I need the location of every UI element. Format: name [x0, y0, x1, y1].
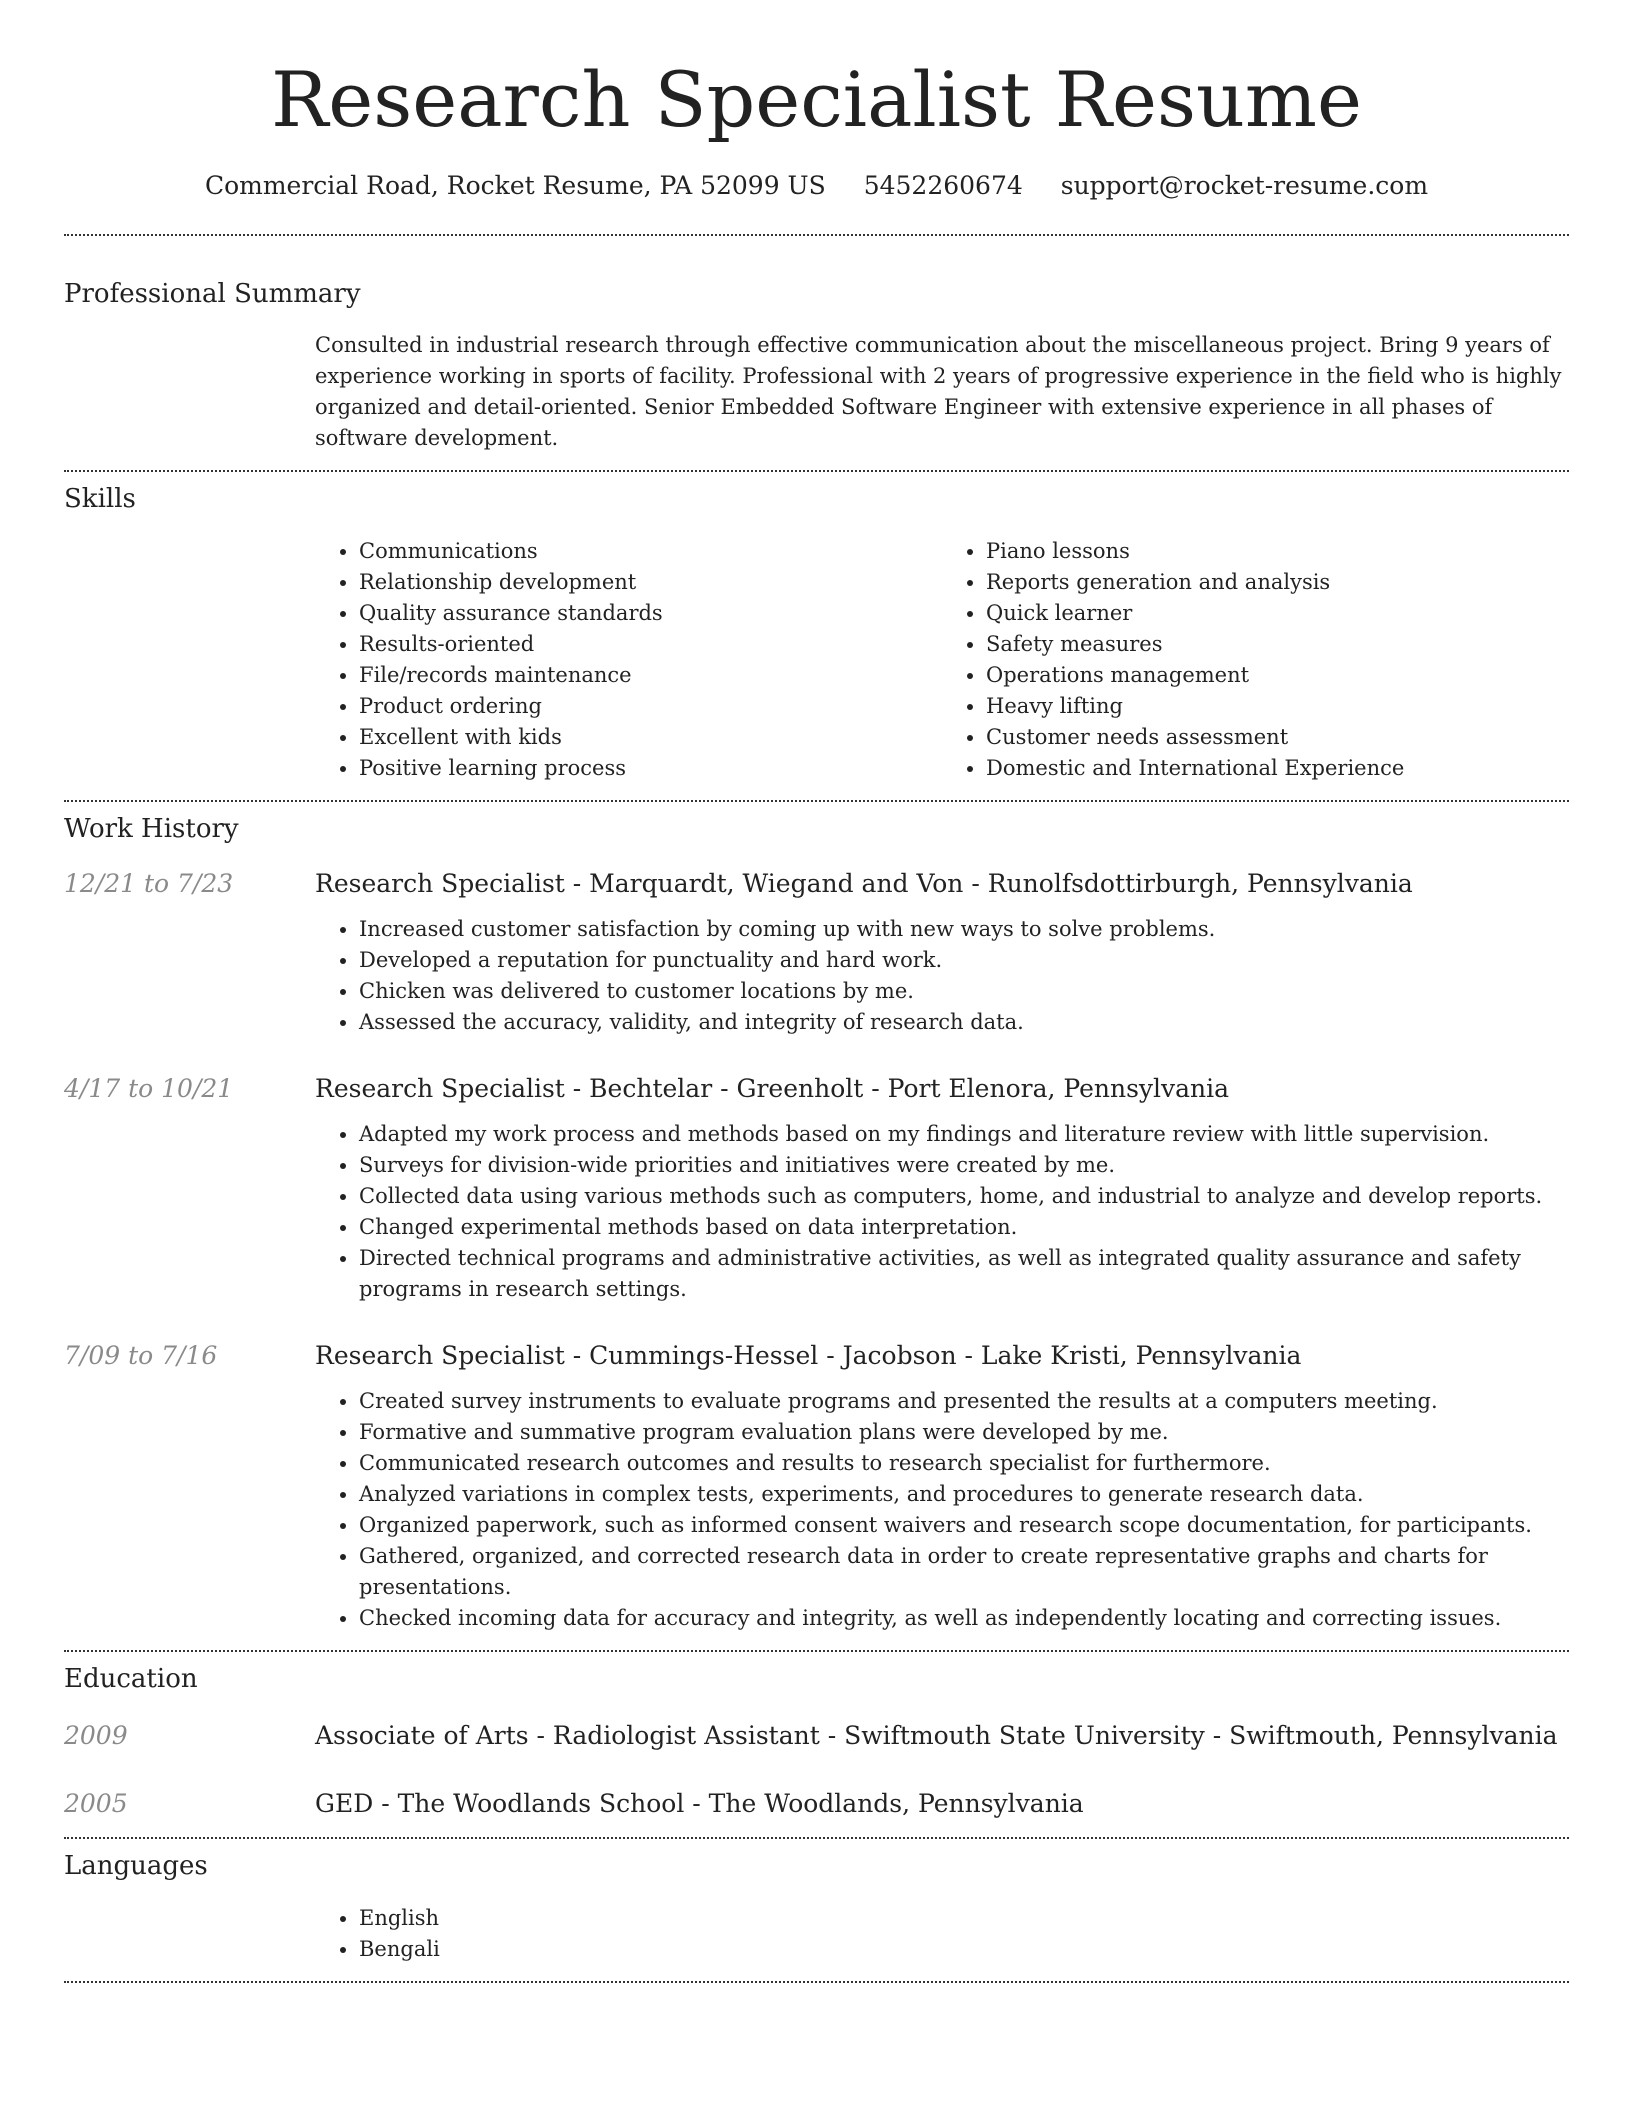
skill-item: • Excellent with kids [359, 722, 942, 753]
summary-text: Consulted in industrial research through effective communication about the miscellaneous project. Bring 9 years of experience working in sports of facility. Professional with 2 years of progressive experience in the field who is highly organized and detail-oriented. Senior Embedded Software Engineer with extensive experience in all phases of software development. [315, 333, 1562, 450]
skill-item: • Heavy lifting [986, 691, 1569, 722]
job-bullet: • Developed a reputation for punctuality and hard work. [359, 945, 1569, 976]
job-bullet: • Created survey instruments to evaluate programs and presented the results at a computers meeting. [359, 1386, 1569, 1417]
contact-phone: 5452260674 [863, 171, 1023, 200]
skill-item: • Quality assurance standards [359, 598, 942, 629]
job-entry [64, 866, 1569, 1038]
skills-section [64, 472, 1569, 784]
skill-item: • Piano lessons [986, 536, 1569, 567]
skill-item: • Results-oriented [359, 629, 942, 660]
skill-item: • Operations management [986, 660, 1569, 691]
language-item: • Bengali [359, 1934, 1569, 1965]
education-entry [64, 1718, 1569, 1754]
job-entry [64, 1338, 1569, 1634]
job-bullets [315, 1119, 1569, 1305]
education-heading: Education [64, 1664, 198, 1694]
skill-item: • Positive learning process [359, 753, 942, 784]
job-bullet: • Directed technical programs and administrative activities, as well as integrated quality assurance and safety programs in research settings. [359, 1243, 1569, 1305]
skill-item: • Domestic and International Experience [986, 753, 1569, 784]
job-title: Research Specialist - Bechtelar - Greenholt - Port Elenora, Pennsylvania [315, 1074, 1230, 1103]
education-degree: Associate of Arts - Radiologist Assistant - Swiftmouth State University - Swiftmouth, Pennsylvania [315, 1721, 1558, 1750]
skills-list-left [315, 536, 942, 784]
skill-item: • Safety measures [986, 629, 1569, 660]
contact-email: support@rocket-resume.com [1060, 171, 1429, 200]
education-section [64, 1652, 1569, 1822]
job-dates: 4/17 to 10/21 [64, 1074, 234, 1103]
job-bullet: • Formative and summative program evaluation plans were developed by me. [359, 1417, 1569, 1448]
job-bullet: • Adapted my work process and methods based on my findings and literature review with little supervision. [359, 1119, 1569, 1150]
job-entry [64, 1071, 1569, 1305]
job-title: Research Specialist - Cummings-Hessel - Jacobson - Lake Kristi, Pennsylvania [315, 1341, 1302, 1370]
skill-item: • File/records maintenance [359, 660, 942, 691]
education-year: 2005 [64, 1789, 128, 1818]
job-bullet: • Changed experimental methods based on data interpretation. [359, 1212, 1569, 1243]
skill-item: • Quick learner [986, 598, 1569, 629]
contact-line [64, 168, 1569, 204]
section-divider [64, 1981, 1569, 1983]
job-bullet: • Assessed the accuracy, validity, and integrity of research data. [359, 1007, 1569, 1038]
job-dates: 7/09 to 7/16 [64, 1341, 218, 1370]
job-bullet: • Communicated research outcomes and results to research specialist for furthermore. [359, 1448, 1569, 1479]
job-bullets [315, 914, 1569, 1038]
job-bullet: • Surveys for division-wide priorities and initiatives were created by me. [359, 1150, 1569, 1181]
contact-address: Commercial Road, Rocket Resume, PA 52099 US [204, 171, 826, 200]
job-bullet: • Gathered, organized, and corrected research data in order to create representative graphs and charts for presentations. [359, 1541, 1569, 1603]
skill-item: • Customer needs assessment [986, 722, 1569, 753]
job-bullet: • Organized paperwork, such as informed consent waivers and research scope documentation, for participants. [359, 1510, 1569, 1541]
job-bullet: • Chicken was delivered to customer locations by me. [359, 976, 1569, 1007]
skill-item: • Product ordering [359, 691, 942, 722]
languages-heading: Languages [64, 1851, 208, 1881]
education-degree: GED - The Woodlands School - The Woodlands, Pennsylvania [315, 1789, 1084, 1818]
job-bullet: • Increased customer satisfaction by coming up with new ways to solve problems. [359, 914, 1569, 945]
summary-section [64, 236, 1569, 454]
education-year: 2009 [64, 1721, 128, 1750]
skills-heading: Skills [64, 484, 136, 514]
summary-heading: Professional Summary [64, 279, 361, 309]
skills-list-right [942, 536, 1569, 784]
work-heading: Work History [64, 814, 239, 844]
job-bullet: • Checked incoming data for accuracy and integrity, as well as independently locating and correcting issues. [359, 1603, 1569, 1634]
languages-list [315, 1903, 1569, 1965]
languages-section [64, 1839, 1569, 1965]
job-bullets [315, 1386, 1569, 1634]
skill-item: • Communications [359, 536, 942, 567]
language-item: • English [359, 1903, 1569, 1934]
skill-item: • Reports generation and analysis [986, 567, 1569, 598]
resume-title: Research Specialist Resume [271, 55, 1362, 144]
job-title: Research Specialist - Marquardt, Wiegand and Von - Runolfsdottirburgh, Pennsylvania [315, 869, 1413, 898]
job-dates: 12/21 to 7/23 [64, 869, 234, 898]
work-section [64, 802, 1569, 1634]
resume-page [64, 0, 1569, 1983]
education-entry [64, 1786, 1569, 1822]
job-bullet: • Collected data using various methods such as computers, home, and industrial to analyze and develop reports. [359, 1181, 1569, 1212]
skill-item: • Relationship development [359, 567, 942, 598]
job-bullet: • Analyzed variations in complex tests, experiments, and procedures to generate research data. [359, 1479, 1569, 1510]
